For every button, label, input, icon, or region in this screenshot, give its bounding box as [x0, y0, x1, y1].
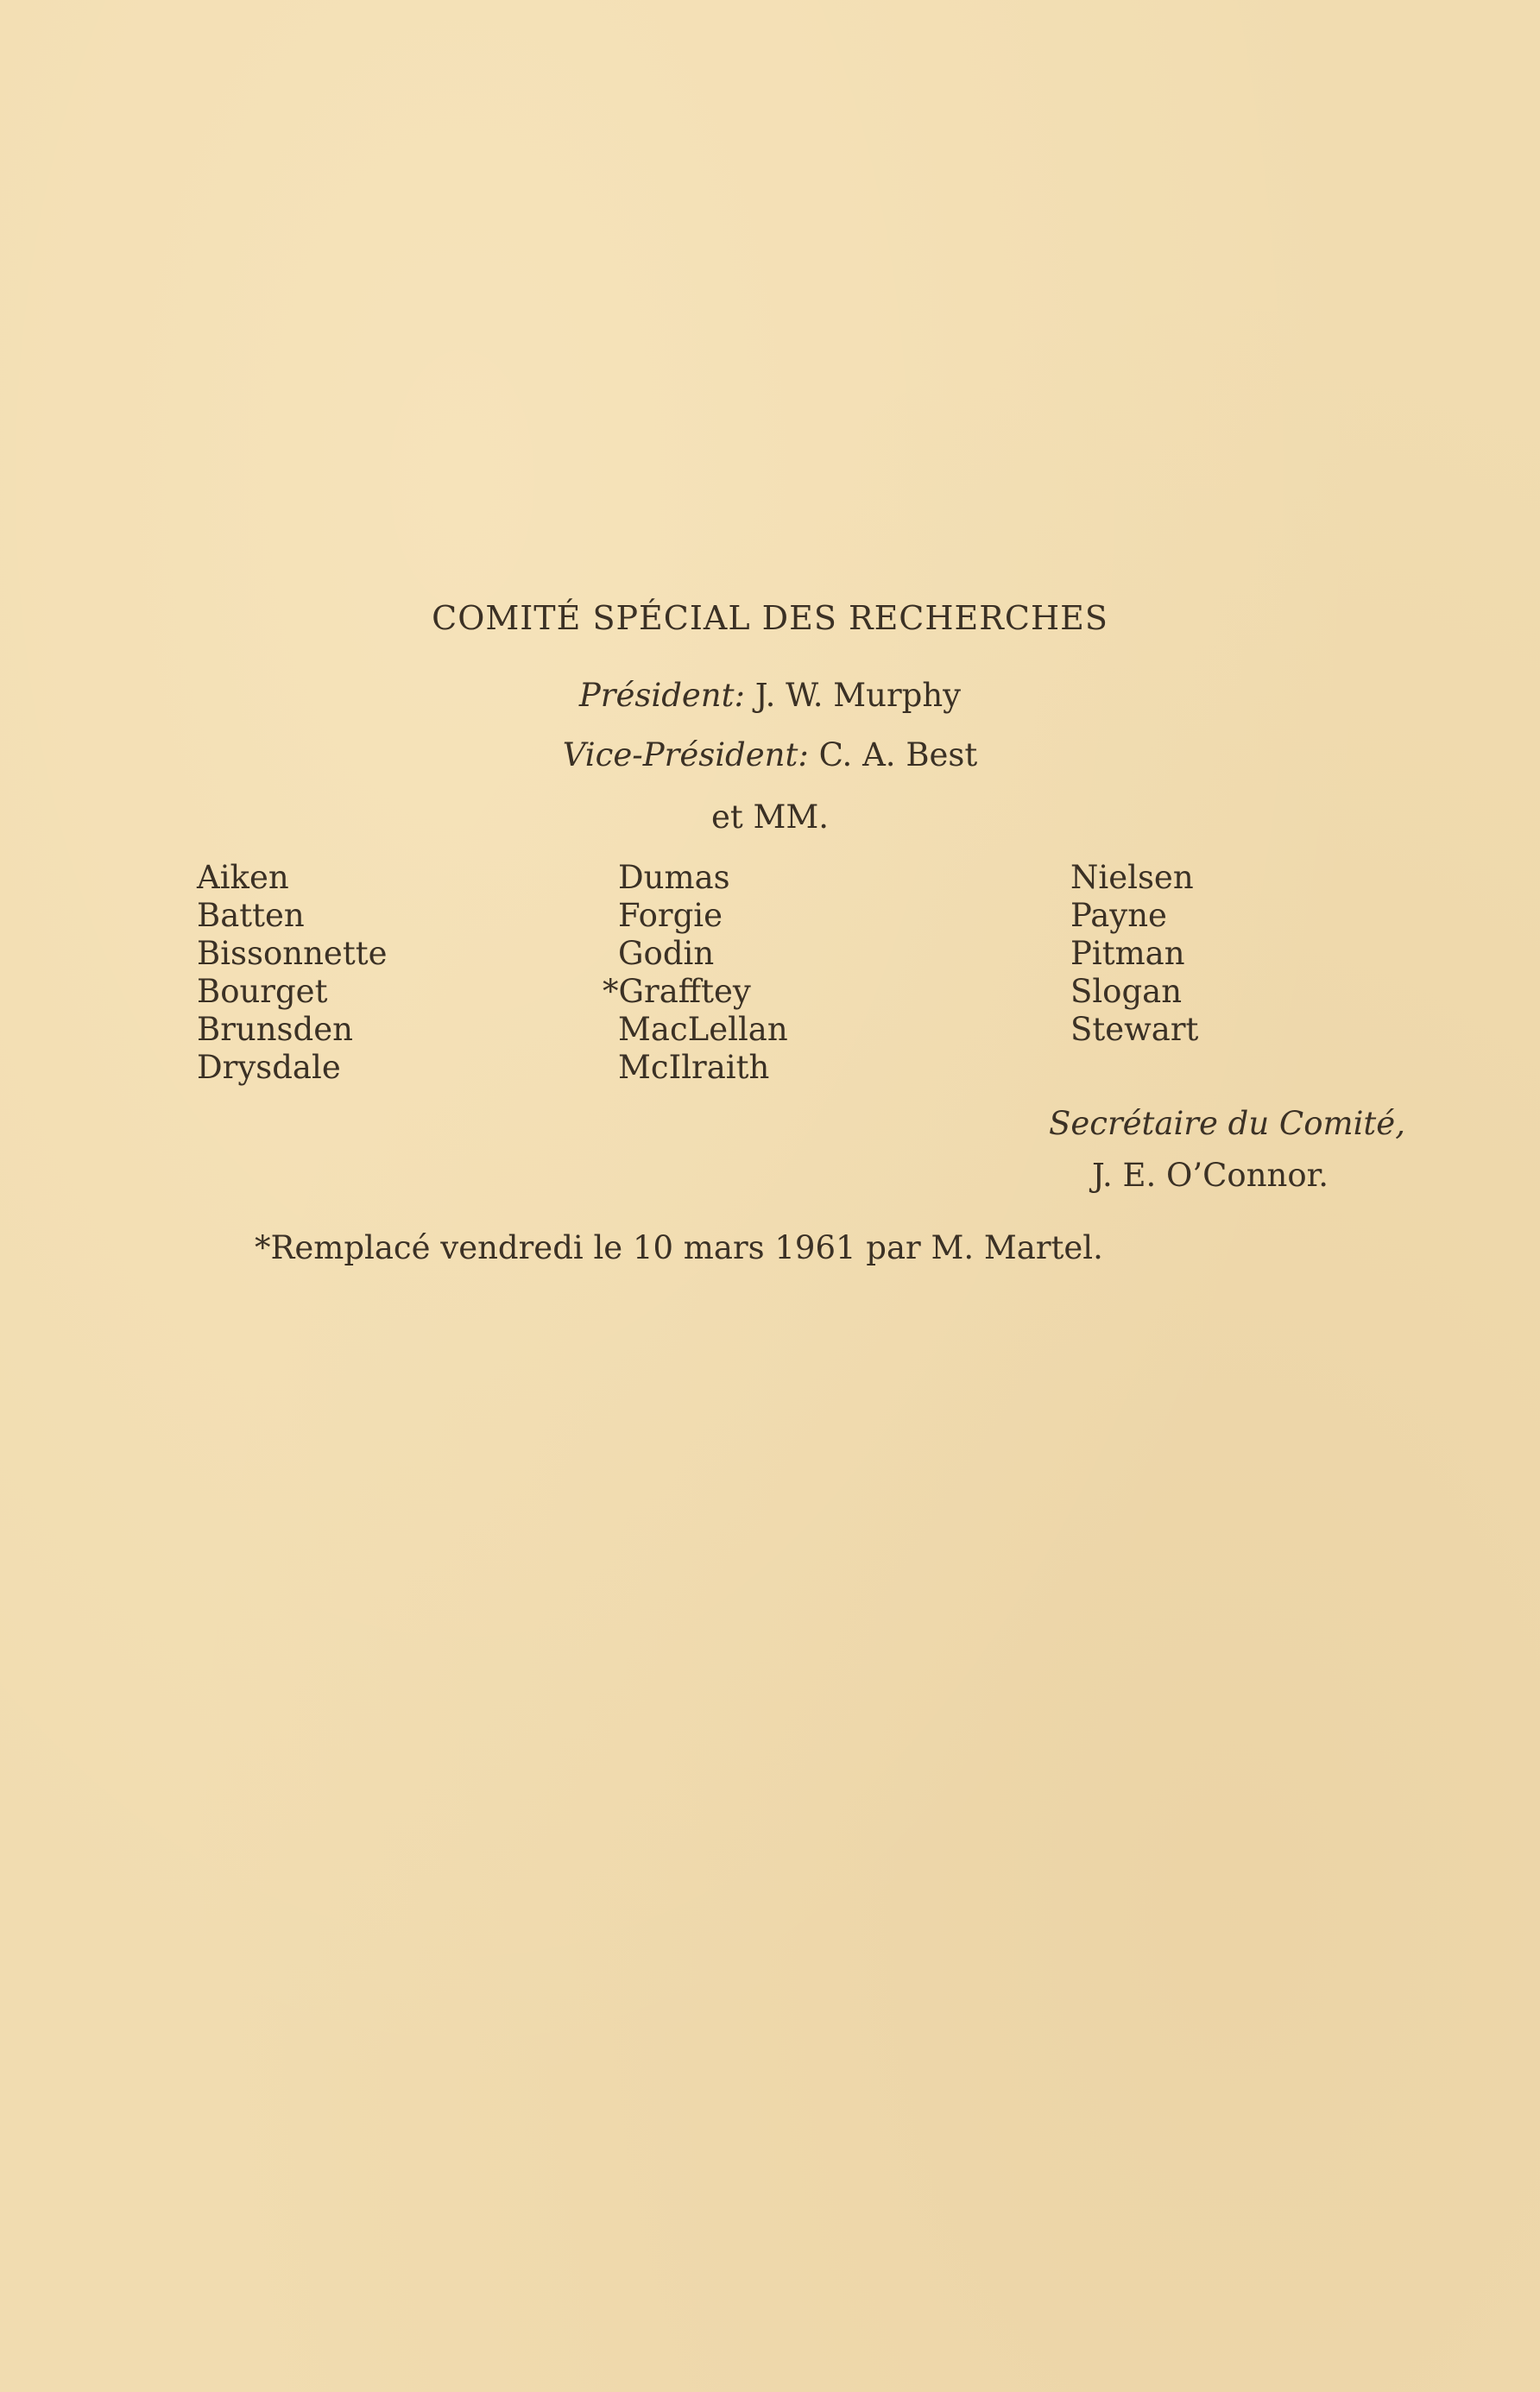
members-column-3	[1070, 859, 1198, 1049]
member-name: Payne	[1070, 897, 1167, 934]
member-name: Nielsen	[1070, 859, 1194, 896]
members-column-1	[197, 859, 387, 1087]
member-name: *Grafftey	[603, 973, 751, 1010]
member-name: Bissonnette	[197, 935, 388, 972]
committee-title: COMITÉ SPÉCIAL DES RECHERCHES	[432, 599, 1108, 637]
member-name: Aiken	[197, 859, 289, 896]
vice-president-name: C. A. Best	[818, 736, 978, 773]
member-name: McIlraith	[618, 1049, 770, 1086]
member-name: Brunsden	[197, 1011, 353, 1048]
footnote: *Remplacé vendredi le 10 mars 1961 par M. Martel.	[255, 1229, 1103, 1266]
member-name: Pitman	[1070, 935, 1185, 972]
member-name: Slogan	[1070, 973, 1183, 1010]
member-name: Stewart	[1070, 1011, 1199, 1048]
member-name: Drysdale	[197, 1049, 341, 1086]
president-line	[0, 677, 1540, 714]
president-label: Président:	[578, 677, 745, 714]
vice-president-label: Vice-Président:	[562, 736, 809, 773]
member-name: Bourget	[197, 973, 328, 1010]
members-column-2	[603, 859, 788, 1087]
vice-president-line	[0, 736, 1540, 773]
member-name: Dumas	[618, 859, 730, 896]
secretary-name: J. E. O’Connor.	[1092, 1157, 1329, 1194]
member-name: Batten	[197, 897, 305, 934]
members-intro: et MM.	[710, 798, 830, 836]
president-name: J. W. Murphy	[754, 677, 962, 714]
member-name: MacLellan	[618, 1011, 788, 1048]
member-name: Forgie	[618, 897, 723, 934]
member-name: Godin	[618, 935, 715, 972]
secretary-label: Secrétaire du Comité,	[1049, 1105, 1405, 1142]
